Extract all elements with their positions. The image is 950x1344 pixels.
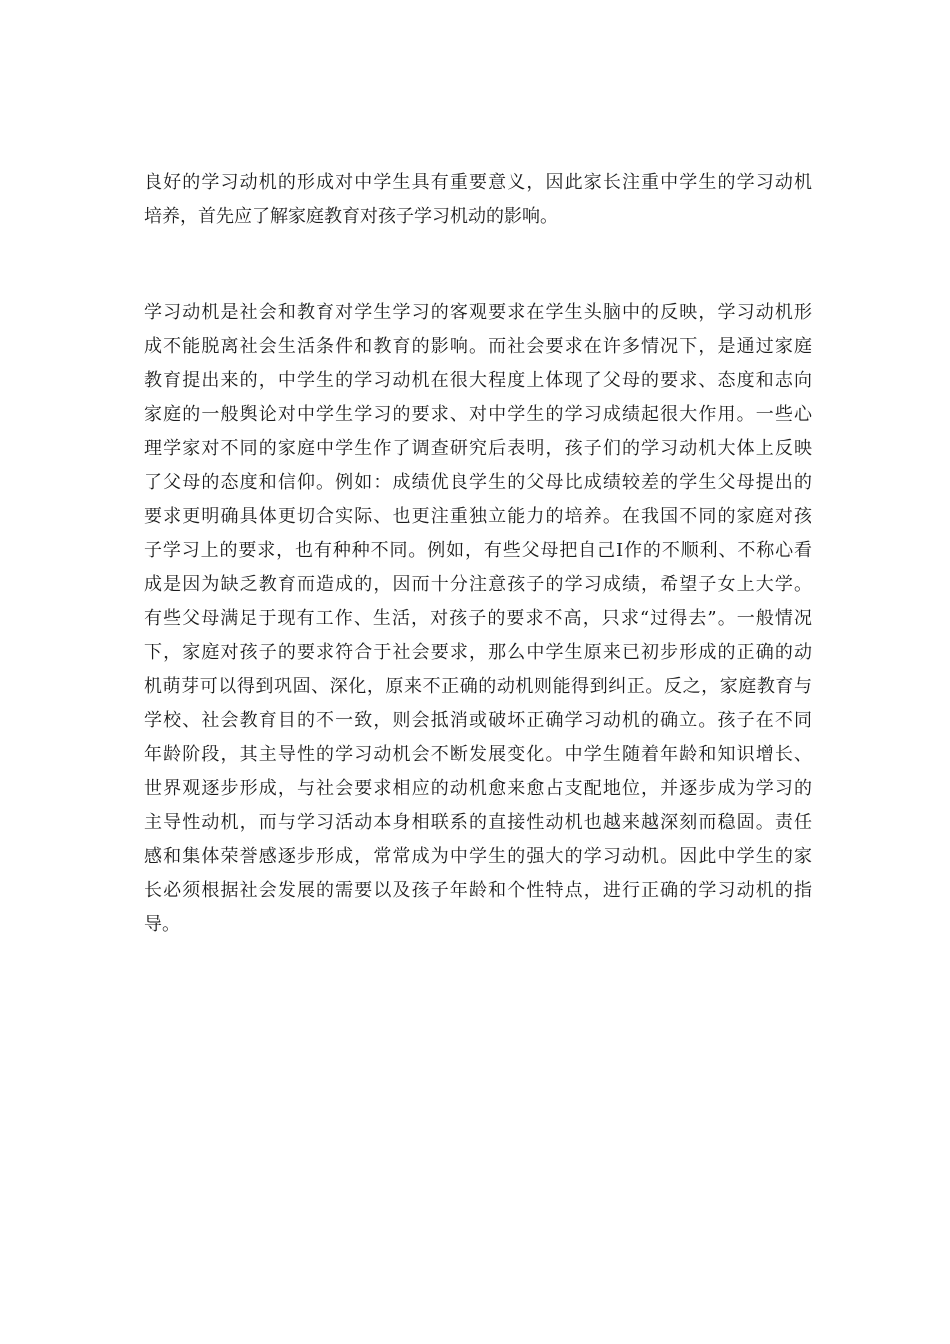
text-line: 成不能脱离社会生活条件和教育的影响。而社会要求在许多情况下，是通过家庭 — [144, 336, 812, 357]
text-line: 理学家对不同的家庭中学生作了调查研究后表明，孩子们的学习动机大体上反映 — [144, 438, 812, 459]
text-line: 了父母的态度和信仰。例如：成绩优良学生的父母比成绩较差的学生父母提出的 — [144, 472, 812, 493]
text-line: 学习动机是社会和教育对学生学习的客观要求在学生头脑中的反映，学习动机形 — [144, 302, 812, 323]
text-line: 学校、社会教育目的不一致，则会抵消或破坏正确学习动机的确立。孩子在不同 — [144, 710, 812, 731]
text-line: 感和集体荣誉感逐步形成，常常成为中学生的强大的学习动机。因此中学生的家 — [144, 846, 812, 867]
text-line: 要求更明确具体更切合实际、也更注重独立能力的培养。在我国不同的家庭对孩 — [144, 506, 812, 527]
text-line: 教育提出来的，中学生的学习动机在很大程度上体现了父母的要求、态度和志向 — [144, 370, 812, 391]
paragraph-body — [144, 296, 812, 942]
text-line: 良好的学习动机的形成对中学生具有重要意义，因此家长注重中学生的学习动机 — [144, 172, 812, 193]
text-line: 长必须根据社会发展的需要以及孩子年龄和个性特点，进行正确的学习动机的指 — [144, 880, 812, 901]
text-line: 家庭的一般舆论对中学生学习的要求、对中学生的学习成绩起很大作用。一些心 — [144, 404, 812, 425]
text-line: 世界观逐步形成，与社会要求相应的动机愈来愈占支配地位，并逐步成为学习的 — [144, 778, 812, 799]
text-line: 下，家庭对孩子的要求符合于社会要求，那么中学生原来已初步形成的正确的动 — [144, 642, 812, 663]
text-line: 机萌芽可以得到巩固、深化，原来不正确的动机则能得到纠正。反之，家庭教育与 — [144, 676, 812, 697]
text-line: 子学习上的要求，也有种种不同。例如，有些父母把自己I作的不顺利、不称心看 — [144, 540, 812, 561]
text-line: 培养，首先应了解家庭教育对孩子学习机动的影响。 — [144, 206, 558, 227]
text-line: 成是因为缺乏教育而造成的，因而十分注意孩子的学习成绩，希望子女上大学。 — [144, 574, 812, 595]
text-line: 年龄阶段，其主导性的学习动机会不断发展变化。中学生随着年龄和知识增长、 — [144, 744, 812, 765]
text-line: 导。 — [144, 914, 180, 935]
paragraph-intro — [144, 166, 812, 234]
text-line: 有些父母满足于现有工作、生活，对孩子的要求不高，只求“过得去”。一般情况 — [144, 608, 812, 629]
text-line: 主导性动机，而与学习活动本身相联系的直接性动机也越来越深刻而稳固。责任 — [144, 812, 812, 833]
